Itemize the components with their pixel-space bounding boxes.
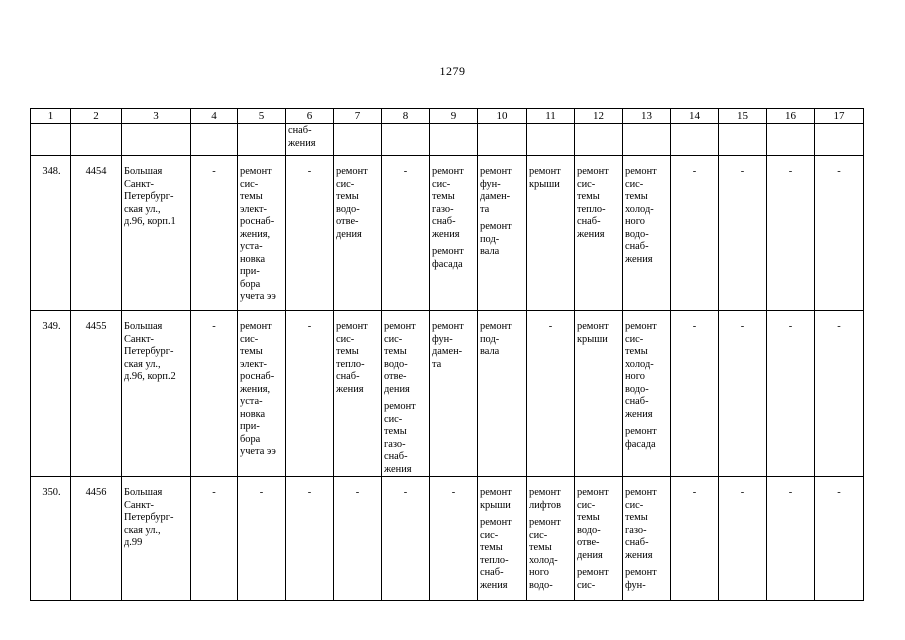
cell-content [527,477,574,592]
continuation-cell-2 [71,124,122,156]
cell-col-1 [31,156,71,311]
cell-col-13 [623,156,671,311]
page-number: 1279 [439,64,466,78]
cell-col-11 [527,156,575,311]
cell-col-16 [767,477,815,601]
column-number-5: 5 [238,109,286,124]
cell-col-17 [815,311,864,477]
cell-col-7 [334,156,382,311]
cell-content [478,311,526,359]
cell-col-3 [122,311,191,477]
cell-content [815,311,863,334]
cell-content [286,311,333,334]
cell-content [71,156,121,179]
table-row [31,311,864,477]
cell-content [122,311,190,384]
cell-value: - [692,487,697,498]
cell-value: - [307,487,312,498]
column-number-4: 4 [191,109,238,124]
cell-col-15 [719,156,767,311]
work-item: ремонт сис- темы холод- ного водо- снаб- жения [625,166,657,265]
cell-content [719,477,766,500]
work-item: ремонт крыши [529,166,561,190]
cell-col-11 [527,477,575,601]
cell-col-8 [382,311,430,477]
cell-content [430,477,477,500]
column-number-7: 7 [334,109,382,124]
row-number: 4454 [85,166,107,177]
work-item: ремонт сис- темы холод- ного водо- снаб- жения [625,321,657,420]
work-item: ремонт сис- темы тепло- снаб- жения [336,321,368,395]
cell-col-9 [430,477,478,601]
row-number: 350. [42,487,61,498]
cell-value: - [740,166,745,177]
cell-col-15 [719,477,767,601]
cell-value: - [259,487,264,498]
work-item: ремонт крыши [480,487,512,511]
continuation-text: снаб- жения [288,125,316,149]
cell-col-1 [31,311,71,477]
column-number-row [31,109,864,124]
cell-content [31,156,70,179]
cell-content [430,156,477,271]
cell-value: - [307,166,312,177]
cell-col-12 [575,311,623,477]
cell-value: - [692,321,697,332]
cell-content [334,156,381,241]
cell-col-1 [31,477,71,601]
cell-content [286,156,333,179]
work-item: ремонт сис- темы элект- роснаб- жения, уста- новка при- бора учета ээ [240,166,276,302]
cell-col-17 [815,156,864,311]
cell-content [334,477,381,500]
cell-content [286,477,333,500]
cell-col-4 [191,477,238,601]
cell-content [527,311,574,334]
cell-content [671,156,718,179]
cell-col-10 [478,156,527,311]
cell-col-3 [122,156,191,311]
work-item: ремонт сис- темы водо- отве- дения [336,166,368,240]
cell-col-13 [623,311,671,477]
cell-col-2 [71,156,122,311]
continuation-cell-14 [671,124,719,156]
cell-content [719,311,766,334]
column-number-15: 15 [719,109,767,124]
continuation-cell-13 [623,124,671,156]
column-number-9: 9 [430,109,478,124]
work-item: ремонт фун- [625,567,657,591]
cell-content [767,477,814,500]
cell-content [122,477,190,550]
work-item: ремонт сис- темы газо- снаб- жения [384,401,416,475]
work-item: ремонт сис- темы водо- отве- дения [577,487,609,561]
cell-content [671,311,718,334]
cell-value: - [740,487,745,498]
work-item: ремонт под- вала [480,321,512,357]
cell-content [671,477,718,500]
column-number-2: 2 [71,109,122,124]
address-text: Большая Санкт- Петербург- ская ул., д.96, корп.1 [124,166,176,227]
work-item: ремонт фасада [432,246,464,270]
cell-col-12 [575,156,623,311]
cell-value: - [740,321,745,332]
continuation-cell-5 [238,124,286,156]
cell-col-6 [286,311,334,477]
column-number-14: 14 [671,109,719,124]
cell-col-15 [719,311,767,477]
cell-content [191,311,237,334]
cell-col-16 [767,311,815,477]
cell-col-5 [238,156,286,311]
cell-content [478,477,526,592]
row-number: 349. [42,321,61,332]
cell-col-7 [334,477,382,601]
cell-content [575,477,622,592]
cell-col-12 [575,477,623,601]
continuation-cell-7 [334,124,382,156]
cell-col-5 [238,477,286,601]
cell-content [71,311,121,334]
cell-content [815,156,863,179]
column-number-13: 13 [623,109,671,124]
cell-content [334,311,381,396]
cell-content [767,311,814,334]
cell-content [575,311,622,346]
cell-col-8 [382,156,430,311]
cell-content [191,156,237,179]
cell-content [31,311,70,334]
continuation-cell-9 [430,124,478,156]
cell-value: - [548,321,553,332]
cell-value: - [837,166,841,177]
cell-col-7 [334,311,382,477]
work-item: ремонт лифтов [529,487,561,511]
cell-content [815,477,863,500]
cell-value: - [788,166,793,177]
cell-value: - [692,166,697,177]
cell-content [31,477,70,500]
continuation-cell-10 [478,124,527,156]
cell-col-14 [671,311,719,477]
cell-content [623,156,670,266]
cell-content [767,156,814,179]
cell-col-4 [191,311,238,477]
table-row [31,477,864,601]
cell-col-10 [478,477,527,601]
cell-value: - [837,321,841,332]
cell-value: - [451,487,456,498]
cell-value: - [212,487,216,498]
address-text: Большая Санкт- Петербург- ская ул., д.96, корп.2 [124,321,176,382]
cell-content [71,477,121,500]
continuation-cell-15 [719,124,767,156]
cell-content [382,156,429,179]
work-item: ремонт сис- темы тепло- снаб- жения [480,517,512,591]
cell-col-17 [815,477,864,601]
cell-col-3 [122,477,191,601]
continuation-cell-8 [382,124,430,156]
work-item: ремонт сис- темы газо- снаб- жения [432,166,464,240]
cell-value: - [212,321,216,332]
address-text: Большая Санкт- Петербург- ская ул., д.99 [124,487,174,548]
column-number-1: 1 [31,109,71,124]
cell-col-14 [671,156,719,311]
work-item: ремонт сис- темы газо- снаб- жения [625,487,657,561]
column-number-6: 6 [286,109,334,124]
cell-col-8 [382,477,430,601]
continuation-cell-4 [191,124,238,156]
cell-value: - [307,321,312,332]
continuation-cell-6 [286,124,334,156]
continuation-cell-3 [122,124,191,156]
cell-content [623,311,670,451]
work-item: ремонт фун- дамен- та [432,321,464,370]
continuation-cell-1 [31,124,71,156]
cell-content [382,477,429,500]
cell-value: - [788,487,793,498]
cell-col-14 [671,477,719,601]
cell-col-9 [430,156,478,311]
column-number-3: 3 [122,109,191,124]
column-number-17: 17 [815,109,864,124]
cell-col-2 [71,477,122,601]
cell-content [191,477,237,500]
cell-value: - [355,487,360,498]
cell-content [238,477,285,500]
cell-col-9 [430,311,478,477]
cell-col-2 [71,311,122,477]
column-number-16: 16 [767,109,815,124]
work-item: ремонт под- вала [480,221,512,257]
continuation-cell-17 [815,124,864,156]
column-number-11: 11 [527,109,575,124]
continuation-row [31,124,864,156]
cell-content [122,156,190,229]
continuation-cell-12 [575,124,623,156]
row-number: 4456 [85,487,107,498]
cell-col-6 [286,156,334,311]
column-number-12: 12 [575,109,623,124]
work-item: ремонт сис- темы водо- отве- дения [384,321,416,395]
work-item: ремонт сис- темы элект- роснаб- жения, уста- новка при- бора учета ээ [240,321,276,457]
repair-schedule-table [30,108,864,601]
cell-content [238,311,285,459]
cell-col-10 [478,311,527,477]
cell-content [575,156,622,241]
table-row [31,156,864,311]
cell-content [382,311,429,476]
cell-content [527,156,574,191]
cell-value: - [212,166,216,177]
cell-value: - [403,166,408,177]
cell-value: - [788,321,793,332]
cell-col-16 [767,156,815,311]
cell-content [238,156,285,304]
cell-content [623,477,670,592]
work-item: ремонт крыши [577,321,609,345]
cell-content [430,311,477,371]
work-item: ремонт фасада [625,426,657,450]
cell-col-4 [191,156,238,311]
cell-col-6 [286,477,334,601]
work-item: ремонт фун- дамен- та [480,166,512,215]
work-item: ремонт сис- темы холод- ного водо- [529,517,561,591]
cell-value: - [403,487,408,498]
cell-col-5 [238,311,286,477]
row-number: 348. [42,166,61,177]
column-number-8: 8 [382,109,430,124]
continuation-cell-16 [767,124,815,156]
cell-content [719,156,766,179]
work-item: ремонт сис- темы тепло- снаб- жения [577,166,609,240]
cell-col-13 [623,477,671,601]
cell-content [478,156,526,259]
row-number: 4455 [85,321,107,332]
continuation-cell-11 [527,124,575,156]
cell-col-11 [527,311,575,477]
cell-value: - [837,487,841,498]
column-number-10: 10 [478,109,527,124]
work-item: ремонт сис- [577,567,609,591]
